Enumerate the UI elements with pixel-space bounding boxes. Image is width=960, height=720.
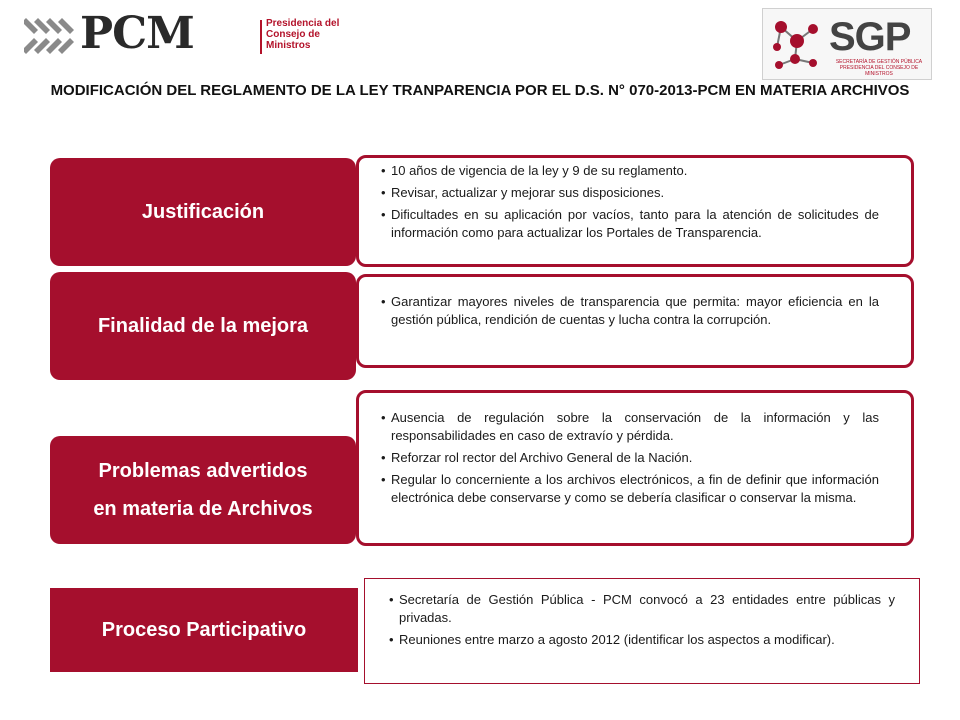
justificacion-box	[356, 155, 914, 267]
pcm-logo-divider	[260, 20, 262, 54]
finalidad-label: Finalidad de la mejora	[50, 272, 356, 380]
list-item: • 10 años de vigencia de la ley y 9 de su reglamento.	[381, 162, 879, 180]
justificacion-label: Justificación	[50, 158, 356, 266]
list-item: • Reforzar rol rector del Archivo General de la Nación.	[381, 449, 879, 467]
sgp-logo-text: SGP	[829, 15, 911, 59]
sgp-logo-subtitle: SECRETARÍA DE GESTIÓN PÚBLICA PRESIDENCIA DEL CONSEJO DE MINISTROS	[835, 59, 923, 77]
problemas-label-line1: Problemas advertidos	[98, 460, 308, 482]
pcm-logo-text: PCM	[80, 8, 194, 59]
page-title: MODIFICACIÓN DEL REGLAMENTO DE LA LEY TRANPARENCIA POR EL D.S. N° 070-2013-PCM EN MATERIA ARCHIVOS	[50, 82, 910, 99]
problemas-list	[359, 393, 911, 507]
sgp-molecule-icon	[769, 15, 823, 71]
list-item: • Ausencia de regulación sobre la conservación de la información y las responsabilidades en caso de extravío y pérdida.	[381, 409, 879, 445]
pcm-logo	[24, 8, 340, 59]
proceso-list	[365, 579, 919, 649]
finalidad-box	[356, 274, 914, 368]
finalidad-list	[359, 277, 911, 329]
sgp-logo	[762, 8, 932, 80]
proceso-label: Proceso Participativo	[50, 588, 358, 672]
pcm-logo-subtitle: Presidencia del Consejo de Ministros	[266, 18, 340, 51]
list-item: • Garantizar mayores niveles de transparencia que permita: mayor eficiencia en la gestión pública, rendición de cuentas y lucha contra la corrupción.	[381, 293, 879, 329]
pcm-emblem-icon	[24, 16, 74, 56]
list-item: • Secretaría de Gestión Pública - PCM convocó a 23 entidades entre públicas y privadas.	[389, 591, 895, 627]
problemas-box	[356, 390, 914, 546]
proceso-box	[364, 578, 920, 684]
problemas-label	[50, 436, 356, 544]
justificacion-list	[359, 158, 911, 242]
list-item: • Dificultades en su aplicación por vacíos, tanto para la atención de solicitudes de información como para actualizar los Portales de Transparencia.	[381, 206, 879, 242]
list-item: • Regular lo concerniente a los archivos electrónicos, a fin de definir que información electrónica debe conservarse y como se debería clasificar o conservar la misma.	[381, 471, 879, 507]
list-item: • Revisar, actualizar y mejorar sus disposiciones.	[381, 184, 879, 202]
problemas-label-line2: en materia de Archivos	[93, 498, 313, 520]
list-item: • Reuniones entre marzo a agosto 2012 (identificar los aspectos a modificar).	[389, 631, 895, 649]
